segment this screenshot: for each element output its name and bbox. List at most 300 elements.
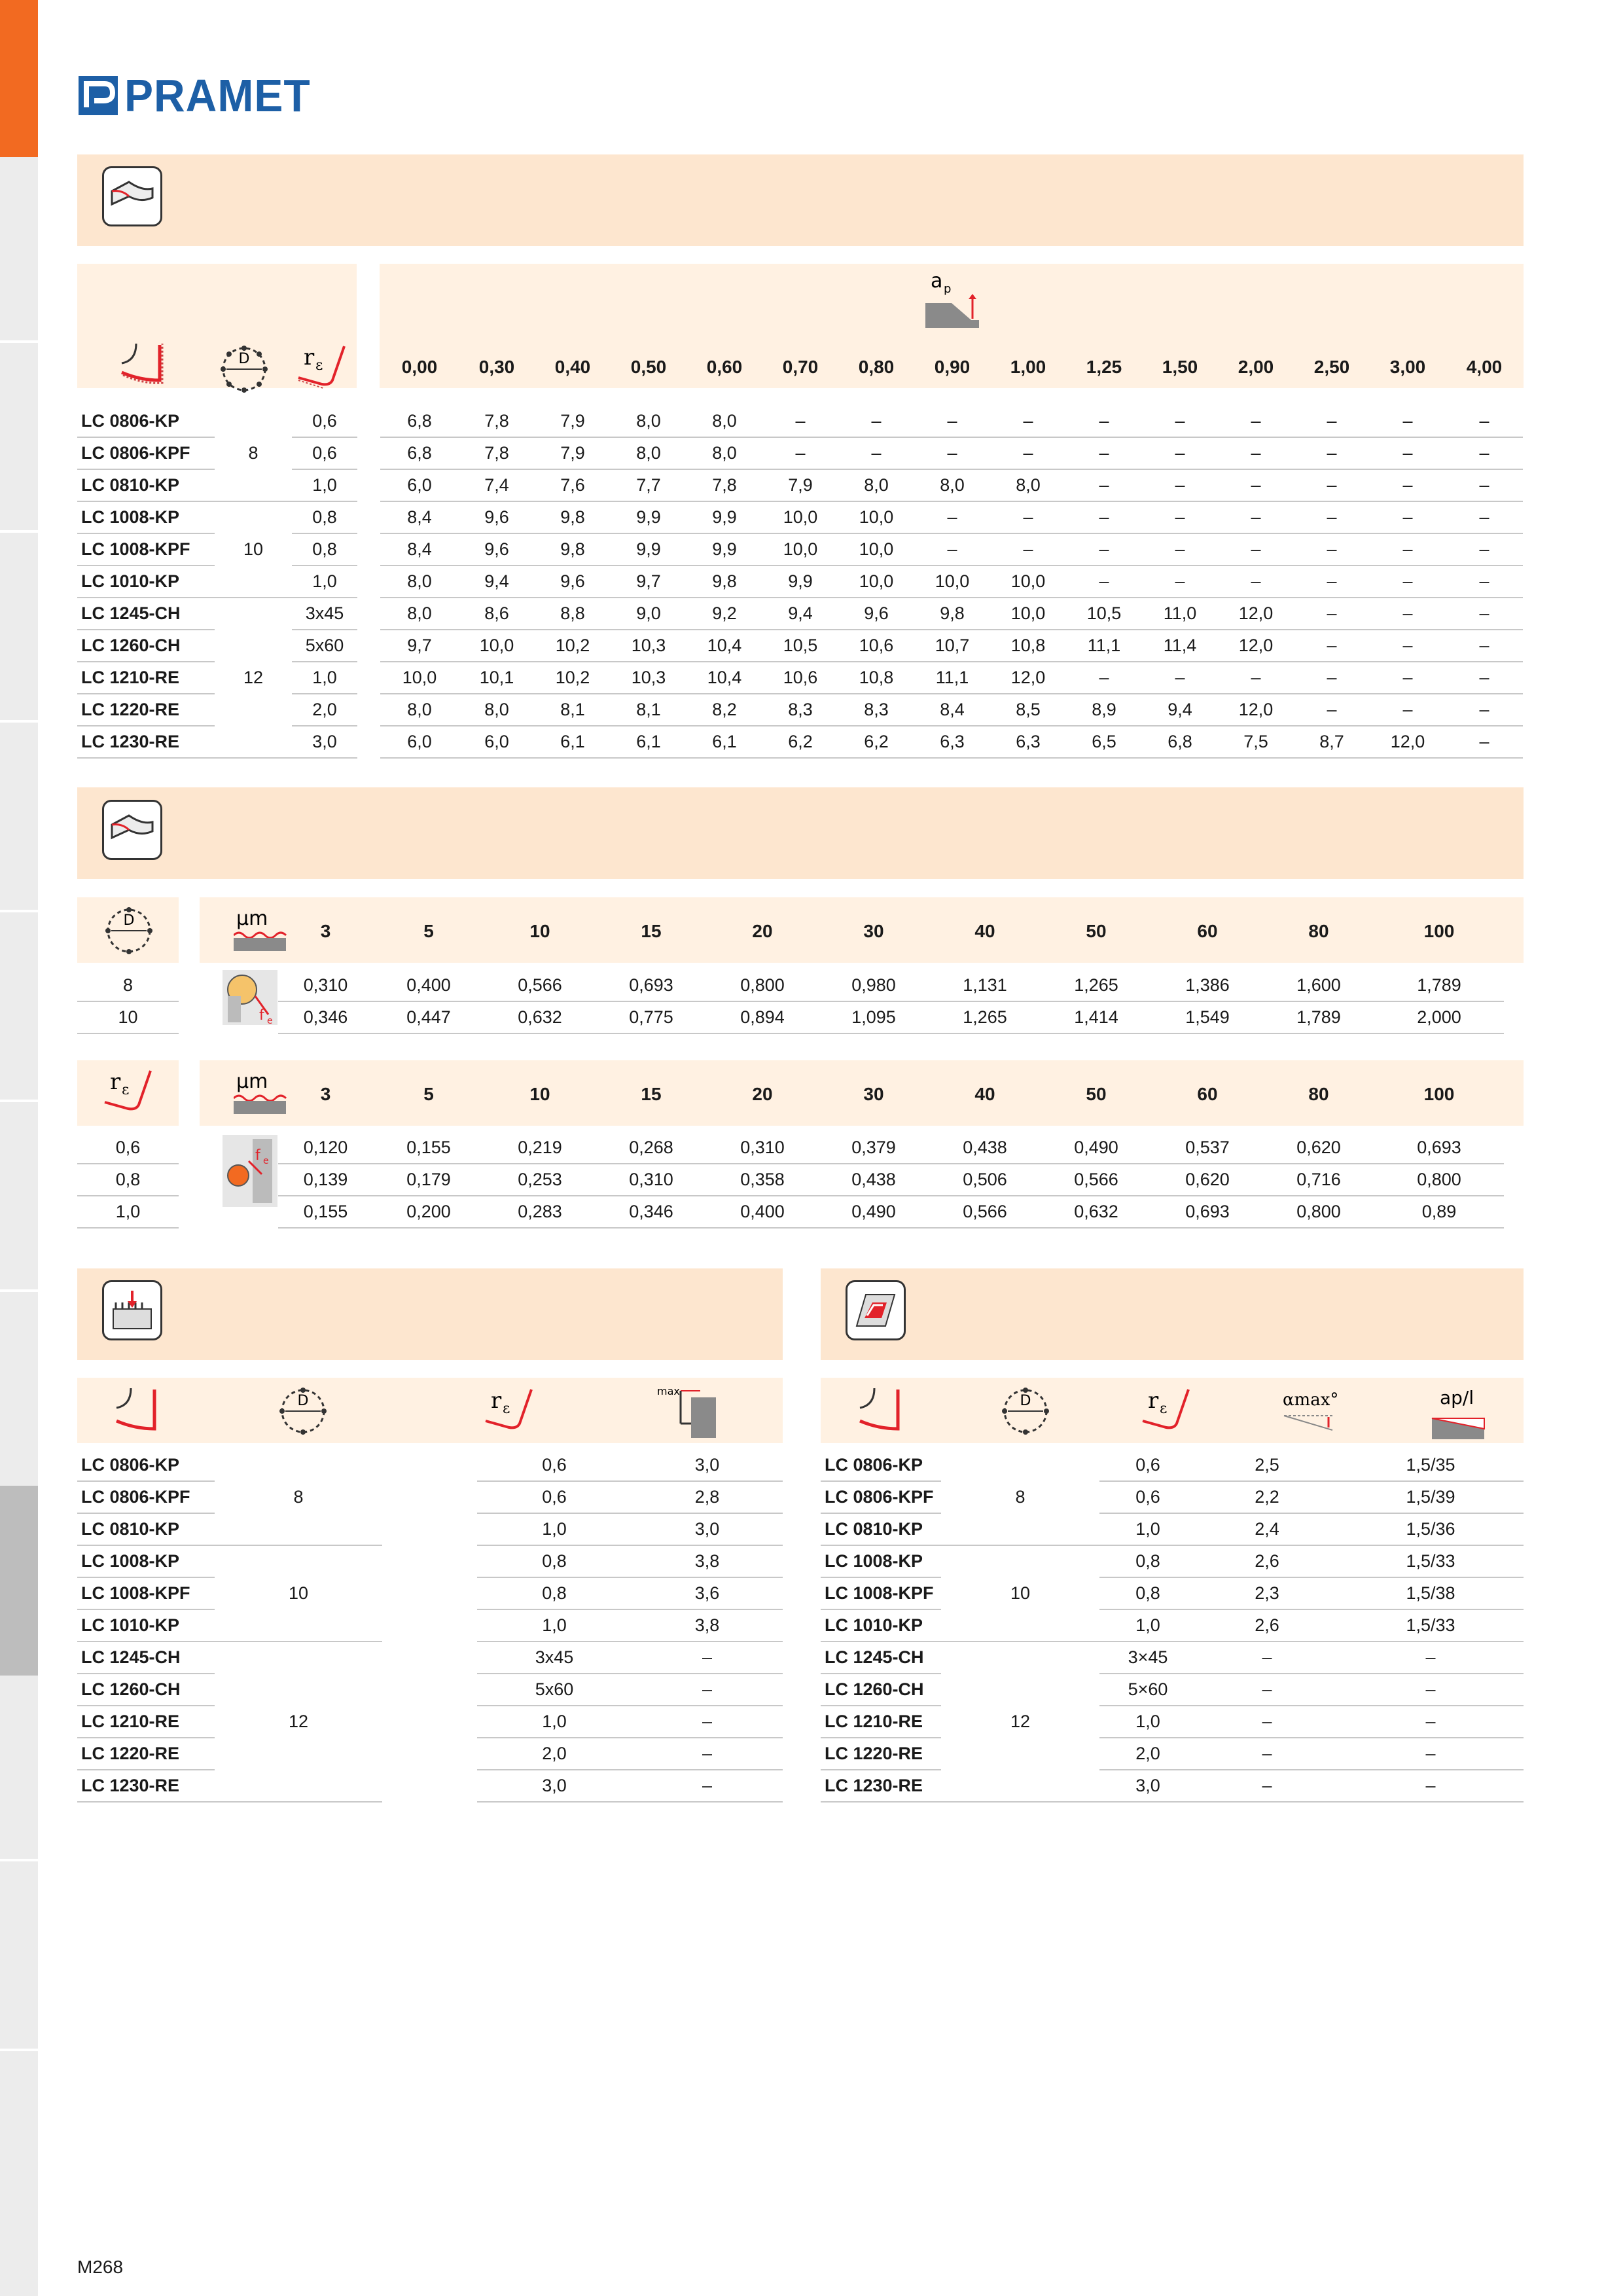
depth-value: –	[1142, 437, 1218, 469]
column-header: 10	[529, 921, 550, 941]
ramp-angle-value: 2,6	[1196, 1545, 1338, 1577]
svg-text:a: a	[931, 270, 943, 293]
depth-value: –	[1218, 469, 1294, 501]
diameter-value	[215, 694, 292, 726]
insert-code: LC 1230-RE	[77, 726, 215, 758]
spacer	[382, 1738, 477, 1770]
feed-value: 2,000	[1374, 1001, 1504, 1033]
diameter-value: 10	[1010, 1583, 1031, 1603]
radius-value: 0,6	[292, 437, 357, 469]
side-tab-current-section	[0, 1486, 38, 1676]
feed-value: 1,789	[1374, 970, 1504, 1001]
surface-finish-icon	[102, 800, 162, 860]
corner-radius-icon	[480, 1384, 539, 1437]
radius-value: 0,6	[292, 406, 357, 437]
depth-value: 10,0	[762, 501, 838, 533]
depth-value: 12,0	[1218, 630, 1294, 662]
radius-value: 3,0	[477, 1770, 632, 1802]
diameter-value	[215, 1641, 382, 1674]
depth-value: 8,0	[380, 598, 459, 630]
depth-value: 6,1	[687, 726, 762, 758]
depth-value: 8,0	[611, 437, 687, 469]
radius-value: 0,8	[477, 1545, 632, 1577]
feed-value: 0,310	[707, 1132, 818, 1164]
depth-value: 10,5	[762, 630, 838, 662]
spacer	[382, 1674, 477, 1706]
insert-code: LC 1008-KPF	[821, 1577, 941, 1609]
depth-value: 10,6	[838, 630, 914, 662]
feed-value: 1,265	[1041, 970, 1152, 1001]
table-row	[77, 662, 1523, 694]
ramp-ratio-value: –	[1338, 1738, 1524, 1770]
radius-value: 1,0	[1099, 1609, 1196, 1641]
max-depth-value: 3,0	[632, 1450, 783, 1481]
table-row	[821, 1513, 1524, 1545]
radius-value: 0,8	[77, 1164, 179, 1196]
table1-max-depth	[77, 406, 1523, 759]
depth-value: 11,1	[914, 662, 990, 694]
side-tab-divider	[0, 1859, 38, 1861]
spacer	[357, 501, 380, 533]
radius-value: 3x45	[477, 1641, 632, 1674]
insert-code: LC 0806-KPF	[77, 1481, 215, 1513]
ramp-ratio-value: 1,5/38	[1338, 1577, 1524, 1609]
feed-value: 0,620	[1152, 1164, 1263, 1196]
depth-value: –	[1066, 533, 1142, 565]
depth-value: 8,5	[990, 694, 1066, 726]
brand-name: PRAMET	[124, 70, 311, 121]
depth-value: –	[1370, 406, 1446, 437]
depth-value: 6,8	[1142, 726, 1218, 758]
diameter-value	[941, 1545, 1099, 1577]
insert-profile-icon	[116, 341, 169, 387]
ramp-angle-value: –	[1196, 1738, 1338, 1770]
depth-value: 9,9	[611, 501, 687, 533]
depth-value: –	[990, 406, 1066, 437]
svg-text:D: D	[297, 1393, 309, 1409]
depth-value: –	[1294, 598, 1370, 630]
table-row	[77, 630, 1523, 662]
feed-value: 0,89	[1374, 1196, 1504, 1228]
depth-value: 8,0	[838, 469, 914, 501]
depth-value: 9,4	[459, 565, 535, 598]
feed-value: 1,265	[929, 1001, 1041, 1033]
section-2-band	[77, 787, 1524, 879]
feed-value: 0,775	[596, 1001, 707, 1033]
diameter-value: 10	[243, 539, 264, 559]
feed-value: 0,800	[1374, 1164, 1504, 1196]
table-row	[821, 1738, 1524, 1770]
radius-value: 2,0	[477, 1738, 632, 1770]
max-depth-value: 3,6	[632, 1577, 783, 1609]
depth-value: –	[838, 406, 914, 437]
svg-text:e: e	[263, 1156, 269, 1166]
spacer	[357, 726, 380, 758]
insert-code: LC 0810-KP	[77, 1513, 215, 1545]
depth-value: 10,8	[990, 630, 1066, 662]
radius-value: 3×45	[1099, 1641, 1196, 1674]
side-tab-divider	[0, 720, 38, 723]
svg-text:D: D	[1020, 1393, 1031, 1409]
depth-value: 10,0	[838, 533, 914, 565]
table-row	[77, 1450, 783, 1481]
table3-surface-finish-by-radius	[77, 1132, 1504, 1229]
svg-text:ε: ε	[1160, 1401, 1168, 1417]
svg-text:ap/l: ap/l	[1440, 1387, 1474, 1408]
radius-value: 0,6	[77, 1132, 179, 1164]
feed-value: 0,800	[707, 970, 818, 1001]
depth-value: 6,3	[914, 726, 990, 758]
column-header: 100	[1423, 1084, 1455, 1104]
depth-value: 10,5	[1066, 598, 1142, 630]
depth-value: 7,8	[459, 437, 535, 469]
depth-value: –	[1370, 469, 1446, 501]
diameter-value	[941, 1609, 1099, 1641]
insert-profile-icon	[111, 1386, 164, 1438]
column-header: 80	[1308, 921, 1329, 941]
depth-value: 8,7	[1294, 726, 1370, 758]
table-row	[821, 1481, 1524, 1513]
max-plunge-depth-icon	[654, 1384, 720, 1439]
depth-value: 11,4	[1142, 630, 1218, 662]
feed-value: 0,438	[929, 1132, 1041, 1164]
column-header: 0,40	[554, 357, 591, 377]
table-row	[77, 1577, 783, 1609]
table-row	[77, 1481, 783, 1513]
radius-value: 0,6	[477, 1481, 632, 1513]
table-row	[77, 1706, 783, 1738]
insert-code: LC 0806-KPF	[821, 1481, 941, 1513]
svg-text:f: f	[259, 1007, 264, 1024]
radius-value: 2,0	[1099, 1738, 1196, 1770]
feed-value: 0,346	[596, 1196, 707, 1228]
column-header: 5	[423, 921, 434, 941]
table-row	[77, 1674, 783, 1706]
depth-value: 9,9	[762, 565, 838, 598]
diameter-value: 10	[77, 1001, 179, 1033]
ramp-angle-value: 2,3	[1196, 1577, 1338, 1609]
svg-text:ε: ε	[503, 1401, 510, 1417]
ramp-ratio-value: 1,5/35	[1338, 1450, 1524, 1481]
feed-value: 0,253	[484, 1164, 596, 1196]
depth-value: 10,4	[687, 630, 762, 662]
spacer	[179, 1196, 200, 1228]
depth-of-cut-icon	[925, 269, 979, 328]
diameter-value	[215, 1609, 382, 1641]
feed-value: 1,414	[1041, 1001, 1152, 1033]
ramp-angle-value: –	[1196, 1770, 1338, 1802]
max-depth-value: 3,0	[632, 1513, 783, 1545]
table2-diameter-header	[77, 897, 179, 963]
diameter-value: 10	[288, 1583, 309, 1603]
radius-value: 3,0	[1099, 1770, 1196, 1802]
table-row	[77, 1132, 1504, 1164]
feed-value: 0,346	[278, 1001, 373, 1033]
side-tab-strip	[0, 0, 38, 2296]
radius-value: 0,8	[292, 501, 357, 533]
svg-text:µm: µm	[236, 1070, 268, 1093]
depth-value: 9,7	[611, 565, 687, 598]
svg-text:r: r	[110, 1069, 121, 1095]
insert-code: LC 1210-RE	[77, 1706, 215, 1738]
plunging-icon	[102, 1280, 162, 1340]
ramp-ratio-value: 1,5/33	[1338, 1609, 1524, 1641]
spacer	[179, 1164, 200, 1196]
insert-code: LC 1220-RE	[821, 1738, 941, 1770]
depth-value: 9,6	[535, 565, 611, 598]
max-depth-value: –	[632, 1641, 783, 1674]
diameter-value	[215, 469, 292, 501]
diameter-value	[215, 726, 292, 758]
feed-value: 0,179	[373, 1164, 484, 1196]
side-tab-divider	[0, 1289, 38, 1292]
depth-value: –	[1142, 501, 1218, 533]
depth-value: –	[1294, 533, 1370, 565]
depth-value: –	[1370, 437, 1446, 469]
feed-value: 0,310	[596, 1164, 707, 1196]
depth-value: 8,8	[535, 598, 611, 630]
depth-value: 12,0	[1370, 726, 1446, 758]
depth-value: 8,0	[380, 565, 459, 598]
diameter-value	[941, 1738, 1099, 1770]
spacer	[382, 1770, 477, 1802]
radius-value: 1,0	[1099, 1706, 1196, 1738]
depth-value: 7,9	[535, 406, 611, 437]
diameter-value	[941, 1641, 1099, 1674]
feed-value: 0,894	[707, 1001, 818, 1033]
depth-value: 7,9	[762, 469, 838, 501]
column-header: 4,00	[1466, 357, 1503, 377]
feed-value: 0,716	[1263, 1164, 1374, 1196]
depth-value: 9,4	[1142, 694, 1218, 726]
radius-value: 5x60	[477, 1674, 632, 1706]
table-row	[77, 406, 1523, 437]
depth-value: –	[1446, 533, 1523, 565]
radius-value: 1,0	[1099, 1513, 1196, 1545]
depth-value: –	[1370, 565, 1446, 598]
depth-value: –	[1370, 501, 1446, 533]
svg-text:f: f	[255, 1147, 260, 1164]
feed-value: 0,400	[373, 970, 484, 1001]
table4-header	[77, 1378, 783, 1443]
svg-text:e: e	[267, 1016, 273, 1025]
feed-value: 0,268	[596, 1132, 707, 1164]
depth-value: 10,7	[914, 630, 990, 662]
table-row	[77, 1545, 783, 1577]
table-row	[821, 1609, 1524, 1641]
ramp-ratio-value: –	[1338, 1706, 1524, 1738]
max-depth-value: 2,8	[632, 1481, 783, 1513]
table-row	[821, 1545, 1524, 1577]
diameter-value	[215, 630, 292, 662]
table-row	[821, 1770, 1524, 1802]
depth-value: 7,8	[687, 469, 762, 501]
svg-text:r: r	[491, 1388, 502, 1414]
depth-value: –	[1218, 406, 1294, 437]
depth-value: 12,0	[990, 662, 1066, 694]
table-row	[821, 1577, 1524, 1609]
depth-value: 10,3	[611, 662, 687, 694]
diameter-value	[215, 1545, 382, 1577]
table-row	[77, 598, 1523, 630]
depth-value: 8,3	[762, 694, 838, 726]
section-3-band-left	[77, 1268, 783, 1360]
table-row	[77, 437, 1523, 469]
depth-value: –	[1370, 694, 1446, 726]
depth-value: –	[914, 406, 990, 437]
column-header: 30	[863, 1084, 884, 1104]
feed-value: 0,358	[707, 1164, 818, 1196]
table-row	[77, 1001, 1504, 1033]
feed-value: 0,120	[278, 1132, 373, 1164]
depth-value: 10,0	[990, 565, 1066, 598]
ramp-angle-icon	[1280, 1384, 1346, 1437]
insert-code: LC 1260-CH	[77, 1674, 215, 1706]
depth-value: 12,0	[1218, 598, 1294, 630]
depth-value: –	[990, 437, 1066, 469]
depth-value: 8,6	[459, 598, 535, 630]
depth-value: 6,0	[380, 469, 459, 501]
depth-value: 8,4	[914, 694, 990, 726]
depth-value: –	[1142, 565, 1218, 598]
spacer	[357, 598, 380, 630]
radius-value: 2,0	[292, 694, 357, 726]
depth-value: 10,0	[838, 501, 914, 533]
table-row	[77, 694, 1523, 726]
column-header: 15	[641, 1084, 662, 1104]
depth-value: 7,6	[535, 469, 611, 501]
svg-text:αmax°: αmax°	[1283, 1390, 1339, 1410]
diameter-value: 12	[243, 668, 264, 687]
table-row	[77, 1770, 783, 1802]
feed-value: 0,566	[484, 970, 596, 1001]
side-tab-divider	[0, 910, 38, 912]
column-header: 20	[752, 921, 773, 941]
depth-value: –	[1142, 662, 1218, 694]
table-row	[77, 501, 1523, 533]
feed-value: 0,447	[373, 1001, 484, 1033]
feed-value: 0,438	[818, 1164, 929, 1196]
depth-value: 8,0	[687, 406, 762, 437]
depth-value: 8,4	[380, 501, 459, 533]
diameter-icon	[217, 342, 271, 396]
depth-value: 9,6	[459, 501, 535, 533]
svg-text:r: r	[304, 344, 315, 370]
diameter-value	[215, 598, 292, 630]
table-row	[77, 726, 1523, 758]
depth-value: –	[1446, 630, 1523, 662]
depth-value: 8,0	[611, 406, 687, 437]
icon-cell	[200, 1164, 278, 1196]
column-header: 0,90	[934, 357, 971, 377]
feed-value: 0,566	[929, 1196, 1041, 1228]
insert-code: LC 1008-KP	[77, 501, 215, 533]
depth-value: 6,2	[838, 726, 914, 758]
depth-value: 11,0	[1142, 598, 1218, 630]
table-row	[77, 1738, 783, 1770]
side-tab-divider	[0, 530, 38, 533]
insert-code: LC 1220-RE	[77, 1738, 215, 1770]
feed-value: 0,693	[1152, 1196, 1263, 1228]
icon-cell	[200, 1196, 278, 1228]
feed-value: 0,980	[818, 970, 929, 1001]
table4-plunging	[77, 1450, 783, 1803]
column-header: 3,00	[1389, 357, 1426, 377]
pramet-logo-icon	[77, 75, 119, 117]
diameter-value: 8	[1015, 1487, 1026, 1507]
table-row	[77, 1609, 783, 1641]
corner-radius-icon	[99, 1066, 158, 1114]
max-depth-value: –	[632, 1738, 783, 1770]
feed-value: 1,789	[1263, 1001, 1374, 1033]
depth-value: 6,1	[535, 726, 611, 758]
insert-code: LC 0810-KP	[77, 469, 215, 501]
depth-value: 9,8	[687, 565, 762, 598]
brand-logo	[77, 71, 311, 120]
diameter-value: 12	[1010, 1712, 1031, 1731]
depth-value: 9,8	[914, 598, 990, 630]
spacer	[357, 406, 380, 437]
insert-code: LC 1008-KPF	[77, 1577, 215, 1609]
feed-value: 0,139	[278, 1164, 373, 1196]
ramp-angle-value: –	[1196, 1706, 1338, 1738]
ramp-ratio-value: 1,5/33	[1338, 1545, 1524, 1577]
insert-code: LC 0806-KPF	[77, 437, 215, 469]
depth-value: 7,7	[611, 469, 687, 501]
diameter-value	[215, 406, 292, 437]
depth-value: 9,9	[611, 533, 687, 565]
radius-value: 0,6	[1099, 1481, 1196, 1513]
spacer	[179, 970, 200, 1001]
table-row	[77, 1164, 1504, 1196]
feed-value: 0,490	[818, 1196, 929, 1228]
depth-value: 9,9	[687, 533, 762, 565]
depth-value: 10,0	[914, 565, 990, 598]
feed-value: 0,490	[1041, 1132, 1152, 1164]
section-3-band-right	[821, 1268, 1524, 1360]
ramp-angle-value: 2,4	[1196, 1513, 1338, 1545]
max-depth-value: 3,8	[632, 1545, 783, 1577]
ramp-ratio-value: –	[1338, 1641, 1524, 1674]
profile-turning-icon	[102, 166, 162, 226]
depth-value: 6,1	[611, 726, 687, 758]
depth-value: 10,4	[687, 662, 762, 694]
table-row	[821, 1450, 1524, 1481]
radius-value: 1,0	[477, 1513, 632, 1545]
depth-value: –	[1446, 437, 1523, 469]
insert-code: LC 1260-CH	[821, 1674, 941, 1706]
table-row	[821, 1641, 1524, 1674]
icon-cell	[200, 1132, 278, 1164]
depth-value: 8,1	[535, 694, 611, 726]
ramp-angle-value: –	[1196, 1641, 1338, 1674]
depth-value: –	[914, 533, 990, 565]
insert-code: LC 0810-KP	[821, 1513, 941, 1545]
depth-value: 7,5	[1218, 726, 1294, 758]
spacer	[357, 437, 380, 469]
feed-value: 0,155	[373, 1132, 484, 1164]
page-number: M268	[77, 2257, 124, 2277]
spacer	[382, 1641, 477, 1674]
radius-value: 5×60	[1099, 1674, 1196, 1706]
depth-value: –	[1446, 726, 1523, 758]
spacer	[179, 1132, 200, 1164]
feed-value: 0,506	[929, 1164, 1041, 1196]
spacer	[179, 1001, 200, 1033]
depth-value: 6,8	[380, 406, 459, 437]
depth-value: –	[838, 437, 914, 469]
column-header: 30	[863, 921, 884, 941]
